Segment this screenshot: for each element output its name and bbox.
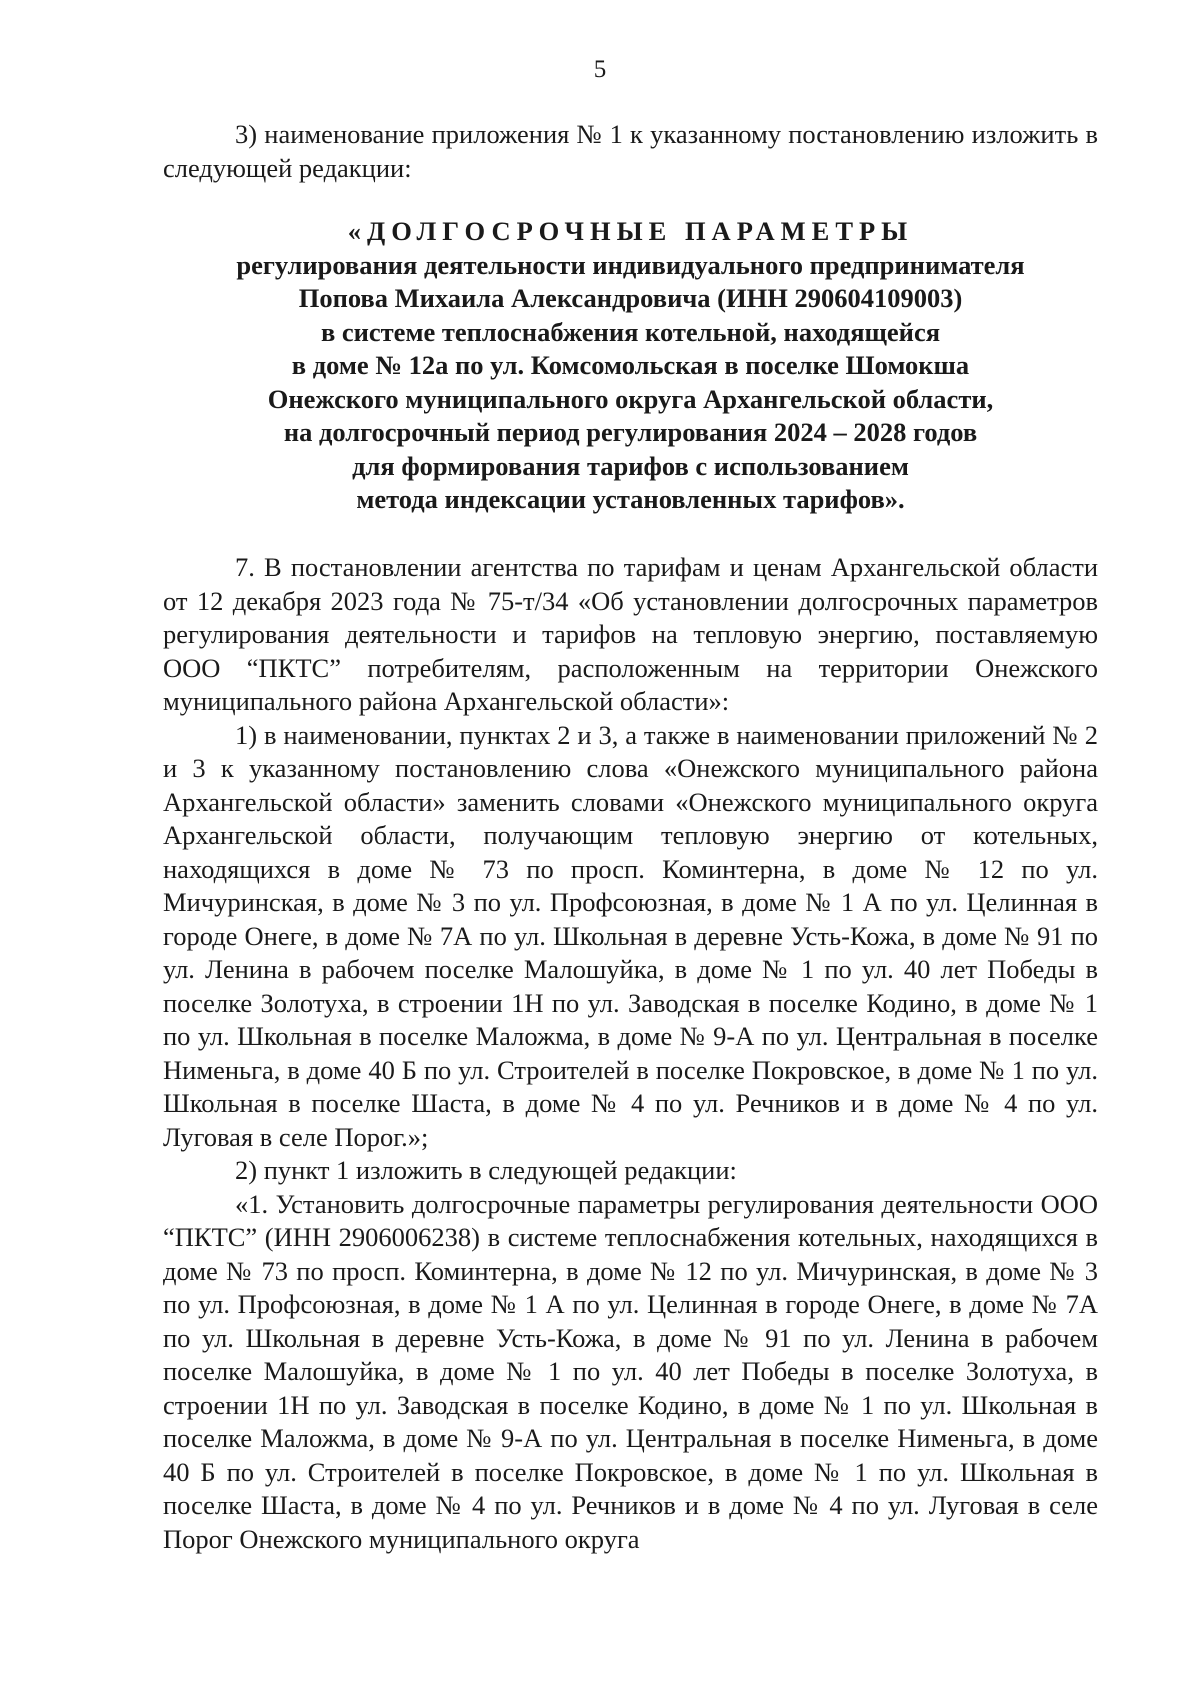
appendix-title-line: Попова Михаила Александровича (ИНН 290604109003) (298, 283, 963, 313)
appendix-title-line: в доме № 12а по ул. Комсомольская в поселке Шомокша (291, 350, 970, 380)
appendix-title-line: в системе теплоснабжения котельной, находящейся (320, 316, 941, 347)
body-paragraph: 1) в наименовании, пунктах 2 и 3, а также в наименовании приложений № 2 и 3 к указанному постановлению слова «Онежского муниципального района Архангельской области» заменить словами «Онежского муниципального округа Архангельской области, получающим тепловую энергию от котельных, находящихся в доме № 73 по просп. Коминтерна, в доме № 12 по ул. Мичуринская, в доме № 3 по ул. Профсоюзная, в доме № 1 А по ул. Целинная в городе Онеге, в доме № 7А по ул. Школьная в деревне Усть-Кожа, в доме № 91 по ул. Ленина в рабочем поселке Малошуйка, в доме № 1 по ул. 40 лет Победы в поселке Золотуха, в строении 1Н по ул. Заводская в поселке Кодино, в доме № 1 по ул. Школьная в поселке Маложма, в доме № 9-А по ул. Центральная в поселке Нименьга, в доме 40 Б по ул. Строителей в поселке Покровское, в доме № 1 по ул. Школьная в поселке Шаста, в доме № 4 по ул. Речников и в доме № 4 по ул. Луговая в селе Порог.»; (163, 719, 1098, 1152)
appendix-title-line: метода индексации установленных тарифов». (356, 484, 905, 514)
page-number: 5 (593, 56, 607, 83)
appendix-title-line: для формирования тарифов с использованием (352, 450, 909, 481)
body-paragraph: «1. Установить долгосрочные параметры регулирования деятельности ООО “ПКТС” (ИНН 2906006238) в системе теплоснабжения котельных, находящихся в доме № 73 по просп. Коминтерна, в доме № 12 по ул. Мичуринская, в доме № 3 по ул. Профсоюзная, в доме № 1 А по ул. Целинная в городе Онеге, в доме № 7А по ул. Школьная в деревне Усть-Кожа, в доме № 91 по ул. Ленина в рабочем поселке Малошуйка, в доме № 1 по ул. 40 лет Победы в поселке Золотуха, в строении 1Н по ул. Заводская в поселке Кодино, в доме № 1 по ул. Школьная в поселке Маложма, в доме № 9-А по ул. Центральная в поселке Нименьга, в доме 40 Б по ул. Строителей в поселке Покровское, в доме № 1 по ул. Школьная в поселке Шаста, в доме № 4 по ул. Речников и в доме № 4 по ул. Луговая в селе Порог Онежского муниципального округа (163, 1188, 1098, 1554)
body-paragraph: 2) пункт 1 изложить в следующей редакции: (235, 1155, 737, 1185)
appendix-title-line: на долгосрочный период регулирования 2024 – 2028 годов (283, 417, 978, 447)
amendment-paragraph: 3) наименование приложения № 1 к указанному постановлению изложить в следующей редакции: (163, 119, 1098, 183)
appendix-title-line: Онежского муниципального округа Архангельской области, (267, 383, 994, 414)
appendix-title (163, 215, 1098, 517)
appendix-title-line: регулирования деятельности индивидуального предпринимателя (236, 249, 1025, 280)
amendment-intro (163, 118, 1098, 185)
appendix-title-heading: «ДОЛГОСРОЧНЫЕ ПАРАМЕТРЫ (347, 216, 914, 246)
document-body (163, 551, 1098, 1556)
body-paragraph: 7. В постановлении агентства по тарифам и ценам Архангельской области от 12 декабря 2023 года № 75-т/34 «Об установлении долгосрочных параметров регулирования деятельности и тарифов на тепловую энергию, поставляемую ООО “ПКТС” потребителям, расположенным на территории Онежского муниципального района Архангельской области»: (163, 552, 1098, 716)
